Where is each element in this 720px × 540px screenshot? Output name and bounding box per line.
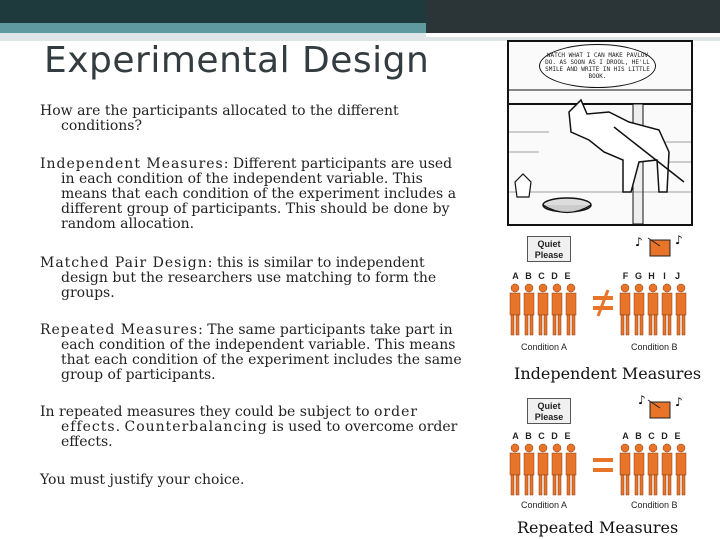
person-icon <box>648 284 658 335</box>
independent-measures-diagram <box>505 232 710 382</box>
group-a-letters <box>509 431 574 441</box>
independent-term: Independent Measures <box>40 156 224 172</box>
person-icon <box>538 444 548 495</box>
order-middle: . <box>115 419 125 435</box>
slide-title: Experimental Design <box>44 40 430 81</box>
quiet-please-sign <box>527 398 571 424</box>
repeated-caption: Repeated Measures <box>517 518 679 537</box>
letter: B <box>635 431 642 441</box>
letter: I <box>663 271 666 281</box>
svg-text:♪: ♪ <box>675 395 683 409</box>
letter: B <box>525 271 532 281</box>
person-icon <box>510 444 520 495</box>
people-row <box>505 282 710 342</box>
letter: B <box>525 431 532 441</box>
not-equal-icon <box>593 290 613 316</box>
person-icon <box>510 284 520 335</box>
letter: D <box>551 431 558 441</box>
question-text: How are the participants allocated to the different conditions? <box>40 103 399 134</box>
svg-text:♪: ♪ <box>635 235 643 249</box>
order-paragraph <box>40 405 465 450</box>
question-paragraph <box>40 104 465 134</box>
letter: J <box>674 271 680 281</box>
person-icon <box>634 284 644 335</box>
repeated-measures-diagram <box>505 392 710 540</box>
justify-paragraph <box>40 473 465 488</box>
letter: G <box>634 271 642 281</box>
independent-caption: Independent Measures <box>514 364 702 383</box>
quiet-please-sign <box>527 236 571 262</box>
letter: C <box>648 431 655 441</box>
drummer-icon <box>630 232 690 262</box>
person-icon <box>634 444 644 495</box>
person-icon <box>620 444 630 495</box>
person-icon <box>676 284 686 335</box>
repeated-text: : The same participants take part in each condition of the independent variable. This means that each condition of the experiment includes the same group of participants. <box>61 322 462 383</box>
svg-text:♪: ♪ <box>638 393 646 407</box>
letter: C <box>538 271 545 281</box>
person-icon <box>648 444 658 495</box>
header-bar-gap <box>426 33 720 37</box>
order-term: order effects <box>61 404 419 435</box>
letter: A <box>512 431 519 441</box>
letter: D <box>661 431 668 441</box>
repeated-paragraph <box>40 323 465 383</box>
condition-b-label: Condition B <box>631 500 678 510</box>
letter: D <box>551 271 558 281</box>
person-icon <box>662 284 672 335</box>
header-bar-right <box>426 0 720 33</box>
person-icon <box>524 444 534 495</box>
person-icon <box>552 284 562 335</box>
letter: A <box>622 431 629 441</box>
person-icon <box>566 284 576 335</box>
dog-drawing <box>509 42 691 224</box>
condition-a-label: Condition A <box>521 500 568 510</box>
group-b-letters <box>619 431 684 441</box>
person-icon <box>524 284 534 335</box>
letter: E <box>674 431 681 441</box>
matched-paragraph <box>40 256 465 301</box>
independent-text: : Different participants are used in each condition of the independent variable. This means that each condition of the experiment includes a different group of participants. This should be done by random allocation. <box>61 156 457 232</box>
letter: E <box>564 431 571 441</box>
svg-text:♪: ♪ <box>675 233 683 247</box>
person-icon <box>566 444 576 495</box>
quiet-please-text: Quiet Please <box>534 401 564 422</box>
repeated-term: Repeated Measures <box>40 322 199 338</box>
group-a-letters <box>509 271 574 281</box>
pavlov-cartoon <box>507 40 693 226</box>
independent-paragraph <box>40 157 465 232</box>
person-icon <box>676 444 686 495</box>
letter: H <box>648 271 655 281</box>
letter: E <box>564 271 571 281</box>
people-row <box>505 442 710 500</box>
quiet-please-text: Quiet Please <box>534 239 564 260</box>
equal-icon <box>593 458 613 472</box>
person-icon <box>538 284 548 335</box>
justify-text: You must justify your choice. <box>40 472 245 488</box>
order-prefix: In repeated measures they could be subject to <box>40 404 374 420</box>
drummer-icon <box>630 392 690 424</box>
speech-bubble-text: WATCH WHAT I CAN MAKE PAVLOV DO. AS SOON AS I DROOL, HE'LL SMILE AND WRITE IN HIS LITTLE BOOK. <box>545 52 650 80</box>
condition-a-label: Condition A <box>521 342 568 352</box>
letter: F <box>622 271 629 281</box>
condition-b-label: Condition B <box>631 342 678 352</box>
person-icon <box>662 444 672 495</box>
letter: C <box>538 431 545 441</box>
person-icon <box>620 284 630 335</box>
person-icon <box>552 444 562 495</box>
letter: A <box>512 271 519 281</box>
order-suffix: is used to overcome order effects. <box>61 419 458 450</box>
group-b-letters <box>619 271 684 281</box>
counterbalancing-term: Counterbalancing <box>124 419 268 435</box>
matched-text: : this is similar to independent design but the researchers use matching to form the groups. <box>61 255 437 301</box>
matched-term: Matched Pair Design <box>40 255 208 271</box>
